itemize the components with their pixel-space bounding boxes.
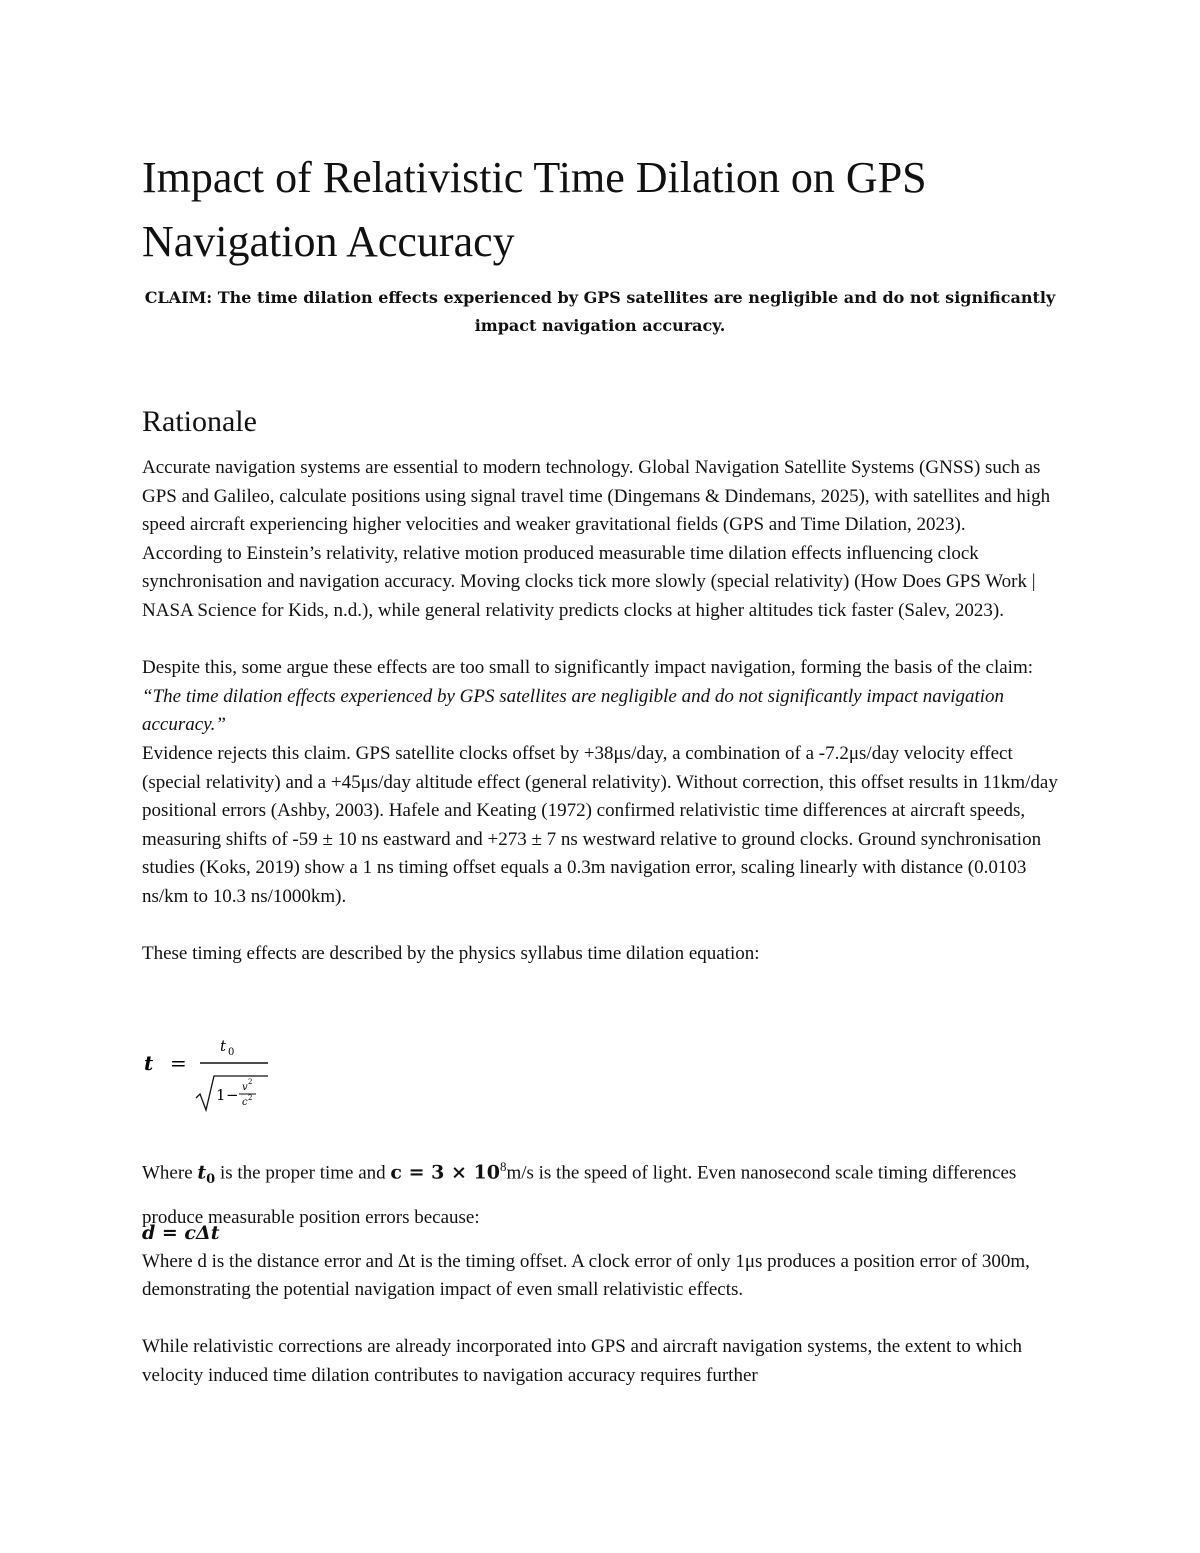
light-speed-text: m/s is the speed of light. Even nanosecond scale timing differences produce measurable position errors because: (142, 1162, 1017, 1229)
claim-quote: “The time dilation effects experienced by GPS satellites are negligible and do not significantly impact navigation accuracy.” (142, 685, 1005, 736)
paragraph-evidence: Evidence rejects this claim. GPS satellite clocks offset by +38μs/day, a combination of a -7.2μs/day velocity effect (special relativity) and a +45μs/day altitude effect (general relativity). Without correction, this offset results in 11km/day positional errors (Ashby, 2003). Hafele and Keating (1972) confirmed relativistic time differences at aircraft speeds, measuring shifts of -59 ± 10 ns eastward and +273 ± 7 ns westward relative to ground clocks. Ground synchronisation studies (Koks, 2019) show a 1 ns timing offset equals a 0.3m navigation error, scaling linearly with distance (0.0103 ns/km to 10.3 ns/1000km). (142, 742, 1058, 907)
where-text: Where (142, 1162, 198, 1184)
proper-time-symbol: t (197, 1161, 207, 1184)
page-title: Impact of Relativistic Time Dilation on GPS Navigation Accuracy (142, 153, 927, 266)
claim-basis-text: Despite this, some argue these effects are too small to significantly impact navigation, forming the basis of the claim: (142, 657, 1034, 679)
time-dilation-equation (142, 1034, 342, 1114)
paragraph-corrections: While relativistic corrections are already incorporated into GPS and aircraft navigation systems, the extent to which velocity induced time dilation contributes to navigation accuracy requires further (142, 1336, 1023, 1386)
distance-equation: d = cΔt (142, 1222, 220, 1244)
radicand-minus: − (226, 1086, 239, 1104)
paragraph-equation-intro: These timing effects are described by the physics syllabus time dilation equation: (142, 943, 760, 965)
claim-statement: CLAIM: The time dilation effects experienced by GPS satellites are negligible and do not significantly impact navigation accuracy. (144, 288, 1056, 335)
light-speed-symbol: c (242, 1097, 248, 1108)
body-block-1 (142, 454, 1072, 969)
light-speed-square: 2 (248, 1094, 253, 1102)
equation-numerator-sub: 0 (228, 1047, 235, 1058)
equation-numerator: t (220, 1037, 227, 1055)
equation-equals: = (170, 1051, 187, 1075)
velocity-symbol: v (242, 1082, 248, 1093)
light-speed-exponent: 8 (499, 1159, 507, 1174)
paragraph-claim-basis (142, 654, 1072, 740)
paragraph-distance-error: Where d is the distance error and Δt is the timing offset. A clock error of only 1μs produces a position error of 300m, demonstrating the potential navigation impact of even small relativistic effects. (142, 1250, 1030, 1301)
body-block-3 (142, 1219, 1072, 1391)
equation-lhs: t (144, 1051, 154, 1075)
light-speed-expression: c = 3 × 10 (390, 1161, 500, 1184)
velocity-square: 2 (248, 1078, 253, 1086)
paragraph-intro: Accurate navigation systems are essential to modern technology. Global Navigation Satellite Systems (GNSS) such as GPS and Galileo, calculate positions using signal travel time (Dingemans & Dindemans, 2025), with satellites and high speed aircraft experiencing higher velocities and weaker gravitational fields (GPS and Time Dilation, 2023). (142, 457, 1051, 536)
section-heading-rationale: Rationale (142, 405, 257, 438)
paragraph-gap (142, 1305, 1072, 1334)
radicand-one: 1 (216, 1086, 226, 1104)
paragraph-gap (142, 626, 1072, 655)
paragraph-relativity: According to Einstein’s relativity, relative motion produced measurable time dilation effects influencing clock synchronisation and navigation accuracy. Moving clocks tick more slowly (special relativity) (How Does GPS Work | NASA Science for Kids, n.d.), while general relativity predicts clocks at higher altitudes tick faster (Salev, 2023). (142, 542, 1036, 621)
proper-time-text: is the proper time and (215, 1162, 391, 1184)
paragraph-gap (142, 912, 1072, 941)
proper-time-subscript: 0 (206, 1172, 216, 1188)
